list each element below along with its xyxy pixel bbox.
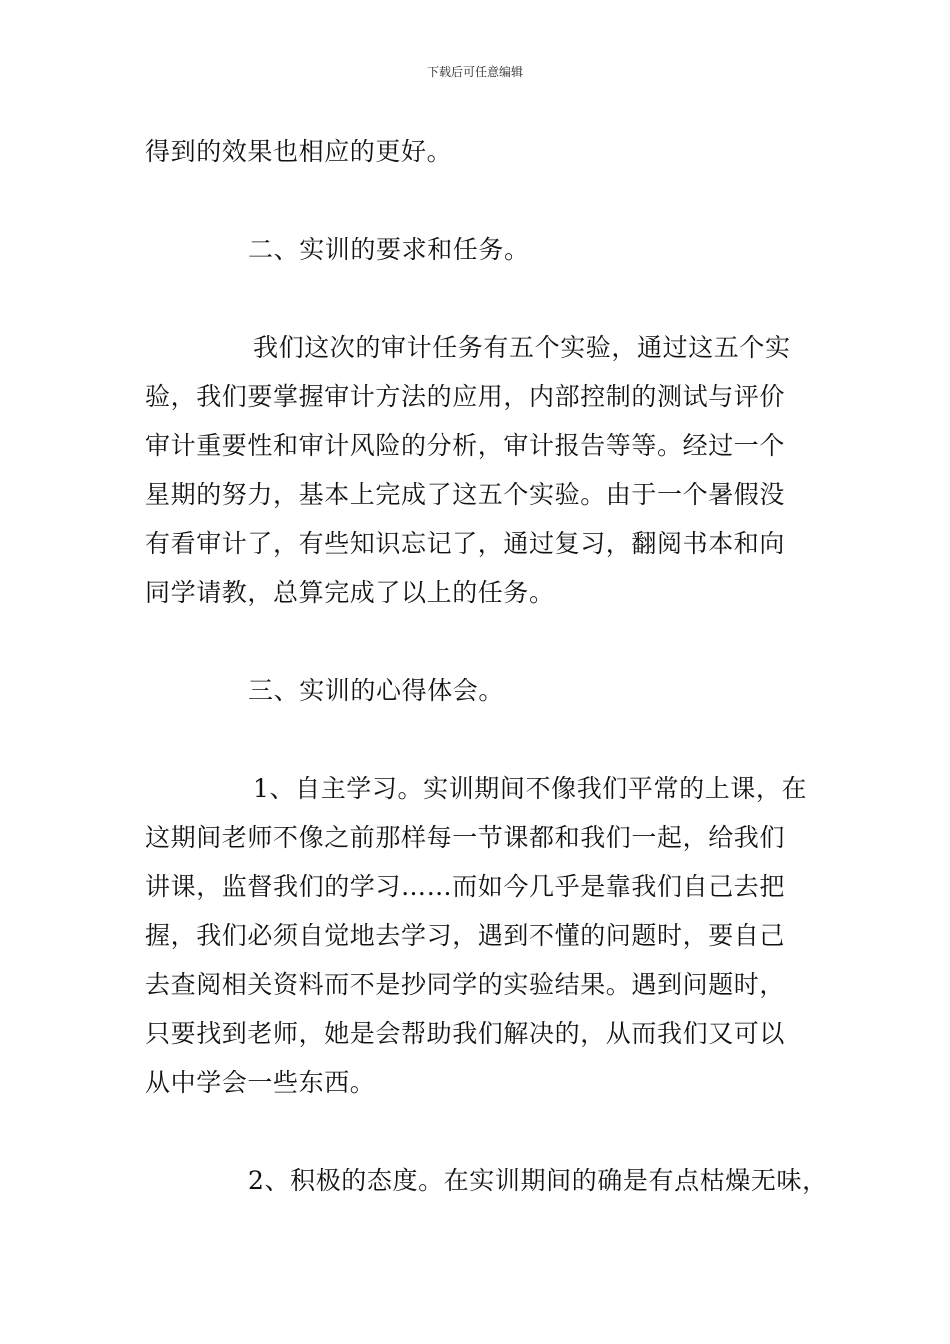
page-header: 下载后可任意编辑: [426, 65, 523, 79]
paragraph-line: 这期间老师不像之前那样每一节课都和我们一起，给我们: [145, 823, 786, 852]
paragraph-line: 验，我们要掌握审计方法的应用，内部控制的测试与评价: [145, 382, 786, 411]
paragraph-line: 有看审计了，有些知识忘记了，通过复习，翻阅书本和向: [145, 529, 786, 558]
paragraph-line: 星期的努力，基本上完成了这五个实验。由于一个暑假没: [145, 480, 786, 509]
paragraph-line: 同学请教，总算完成了以上的任务。: [145, 578, 555, 607]
section-heading-3: 三、实训的心得体会。: [248, 676, 505, 705]
paragraph-line: 握，我们必须自觉地去学习，遇到不懂的问题时，要自己: [145, 921, 786, 950]
paragraph-line: 去查阅相关资料而不是抄同学的实验结果。遇到问题时，: [145, 970, 786, 999]
paragraph-line: 1、自主学习。实训期间不像我们平常的上课，在: [253, 774, 808, 803]
paragraph-line: 得到的效果也相应的更好。: [145, 137, 453, 166]
section-heading-2: 二、实训的要求和任务。: [248, 235, 530, 264]
paragraph-gap: [145, 715, 810, 764]
paragraph-line: 从中学会一些东西。: [145, 1068, 376, 1097]
paragraph-gap: [145, 274, 810, 323]
paragraph-gap: [145, 176, 810, 225]
paragraph-line: 讲课，监督我们的学习……而如今几乎是靠我们自己去把: [145, 872, 786, 901]
paragraph-gap: [145, 617, 810, 666]
paragraph-line: 2、积极的态度。在实训期间的确是有点枯燥无味，: [248, 1166, 828, 1195]
paragraph-gap: [145, 1107, 810, 1156]
paragraph-line: 我们这次的审计任务有五个实验，通过这五个实: [253, 333, 791, 362]
paragraph-line: 审计重要性和审计风险的分析，审计报告等等。经过一个: [145, 431, 786, 460]
paragraph-line: 只要找到老师，她是会帮助我们解决的，从而我们又可以: [145, 1019, 786, 1048]
document-body: [145, 127, 828, 1205]
